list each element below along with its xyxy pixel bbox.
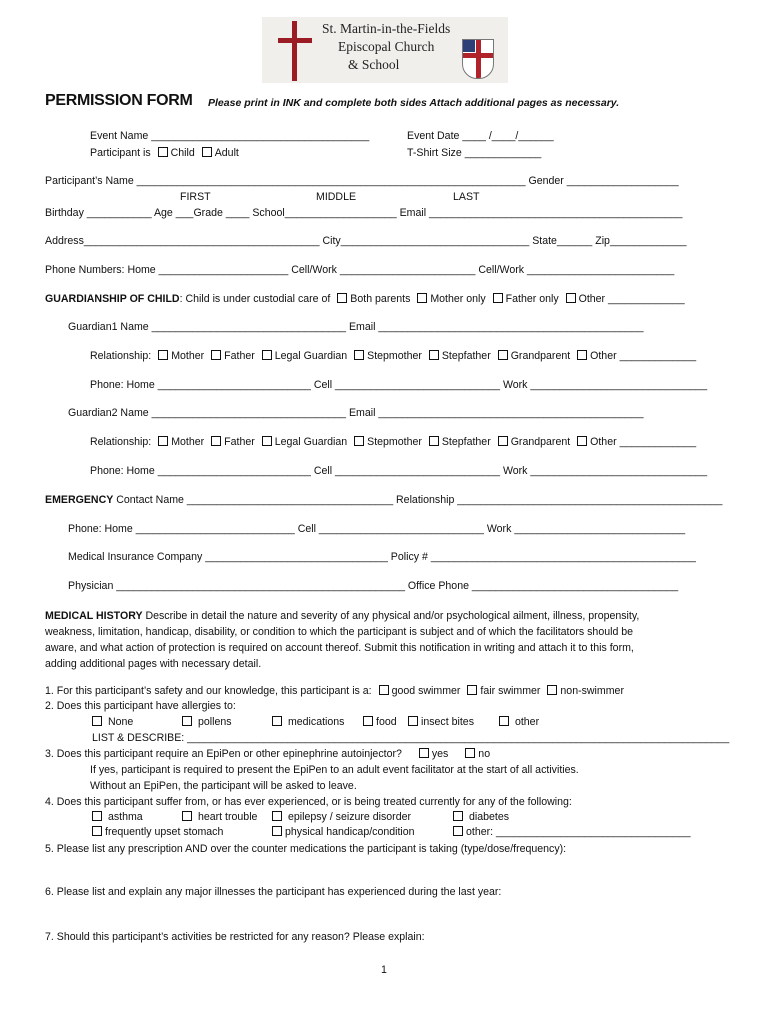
checkbox-physical-handicap xyxy=(272,826,282,836)
address-row[interactable]: Address________________________________________ City________________________________ State______ Zip_____________ xyxy=(45,235,687,247)
checkbox-none xyxy=(92,716,102,726)
condition-diabetes[interactable]: diabetes xyxy=(453,811,509,823)
question-5: 5. Please list any prescription AND over the counter medications the participant is taking (type/dose/frequency): xyxy=(45,843,567,855)
checkbox-other-relationship[interactable] xyxy=(577,436,587,446)
checkbox-mother[interactable] xyxy=(158,350,168,360)
question-7: 7. Should this participant’s activities be restricted for any reason? Please explain: xyxy=(45,931,425,943)
checkbox-upset-stomach xyxy=(92,826,102,836)
participant-name-field[interactable]: Participant’s Name __________________________________________________________________ Gender ___________________ xyxy=(45,175,679,187)
guardian2-relationship-row: Relationship: Mother Father Legal Guardian Stepmother Stepfather Grandparent Other _____________ xyxy=(90,436,697,448)
condition-physical-handicap[interactable]: physical handicap/condition xyxy=(272,826,415,838)
guardian1-relationship-row: Relationship: Mother Father Legal Guardian Stepmother Stepfather Grandparent Other _____________ xyxy=(90,350,697,362)
emergency-contact-row[interactable]: EMERGENCY Contact Name ___________________________________ Relationship _____________________________________________ xyxy=(45,494,723,506)
checkbox-asthma xyxy=(92,811,102,821)
condition-heart-trouble[interactable]: heart trouble xyxy=(182,811,257,823)
logo-line-2: Episcopal Church xyxy=(338,39,435,54)
physician-row[interactable]: Physician _________________________________________________ Office Phone ___________________________________ xyxy=(68,580,679,592)
tshirt-size-field[interactable]: T-Shirt Size _____________ xyxy=(407,147,542,159)
checkbox-father[interactable] xyxy=(211,436,221,446)
participant-is-label: Participant is xyxy=(90,147,151,159)
birthday-row[interactable]: Birthday ___________ Age ___Grade ____ School___________________ Email ___________________________________________ xyxy=(45,207,683,219)
guardianship-row: GUARDIANSHIP OF CHILD: Child is under custodial care of Both parents Mother only Father only Other _____________ xyxy=(45,293,685,305)
medical-history-paragraph: MEDICAL HISTORY Describe in detail the nature and severity of any physical and/or psychological ailment, illness, propensity, weakness, limitation, handicap, disability, or condition to which the participant is subject and of which the facilitators should be aware, and what action of protection is required on account thereof. Submit this notification in writing and attach it to this form, adding additional pages with necessary detail. xyxy=(45,610,640,670)
question-2: 2. Does this participant have allergies to: xyxy=(45,700,236,712)
logo-line-3: & School xyxy=(348,57,400,72)
church-logo xyxy=(262,17,508,83)
child-label: Child xyxy=(170,147,195,159)
event-name-field[interactable]: Event Name _____________________________________ xyxy=(90,130,370,142)
guardian2-phone-row[interactable]: Phone: Home __________________________ Cell ____________________________ Work ______________________________ xyxy=(90,465,708,477)
checkbox-child[interactable] xyxy=(158,147,168,157)
checkbox-grandparent[interactable] xyxy=(498,350,508,360)
checkbox-good-swimmer[interactable] xyxy=(379,685,389,695)
condition-upset-stomach[interactable]: frequently upset stomach xyxy=(92,826,223,838)
guardian1-name-field[interactable]: Guardian1 Name _________________________________ Email _____________________________________________ xyxy=(68,321,644,333)
checkbox-both-parents[interactable] xyxy=(337,293,347,303)
checkbox-medications xyxy=(272,716,282,726)
checkbox-stepmother[interactable] xyxy=(354,436,364,446)
checkbox-heart-trouble xyxy=(182,811,192,821)
insurance-row[interactable]: Medical Insurance Company _______________________________ Policy # _____________________________________________ xyxy=(68,551,696,563)
page-number: 1 xyxy=(381,964,387,976)
condition-other[interactable]: other: _________________________________ xyxy=(453,826,690,838)
page-subtitle: Please print in INK and complete both sides Attach additional pages as necessary. xyxy=(208,97,620,109)
question-3: 3. Does this participant require an EpiPen or other epinephrine autoinjector? yes no xyxy=(45,748,491,760)
last-label: LAST xyxy=(453,191,480,203)
checkbox-no[interactable] xyxy=(465,748,475,758)
allergy-medications[interactable]: medications xyxy=(272,716,344,728)
checkbox-mother[interactable] xyxy=(158,436,168,446)
checkbox-other xyxy=(499,716,509,726)
event-date-field[interactable]: Event Date ____ /____/______ xyxy=(407,130,554,142)
middle-label: MIDDLE xyxy=(316,191,357,203)
condition-asthma[interactable]: asthma xyxy=(92,811,143,823)
checkbox-stepfather[interactable] xyxy=(429,350,439,360)
checkbox-insect-bites xyxy=(408,716,418,726)
checkbox-food xyxy=(363,716,373,726)
medical-history-label: MEDICAL HISTORY xyxy=(45,610,143,622)
allergy-none[interactable]: None xyxy=(92,716,133,728)
checkbox-legal-guardian[interactable] xyxy=(262,350,272,360)
allergy-other[interactable]: other xyxy=(499,716,539,728)
logo-line-1: St. Martin-in-the-Fields xyxy=(322,21,451,36)
epipen-note-2: Without an EpiPen, the participant will be asked to leave. xyxy=(90,780,357,792)
question-1: 1. For this participant’s safety and our knowledge, this participant is a: good swimmer fair swimmer non-swimmer xyxy=(45,685,624,697)
allergy-insect-bites[interactable]: insect bites xyxy=(408,716,474,728)
checkbox-fair-swimmer[interactable] xyxy=(467,685,477,695)
episcopal-shield-icon xyxy=(462,39,494,79)
phone-numbers-row[interactable]: Phone Numbers: Home ______________________ Cell/Work _______________________ Cell/Work _________________________ xyxy=(45,264,675,276)
checkbox-legal-guardian[interactable] xyxy=(262,436,272,446)
checkbox-stepmother[interactable] xyxy=(354,350,364,360)
allergy-food[interactable]: food xyxy=(363,716,397,728)
question-4: 4. Does this participant suffer from, or has ever experienced, or is being treated currently for any of the following: xyxy=(45,796,572,808)
checkbox-non-swimmer[interactable] xyxy=(547,685,557,695)
list-describe-field[interactable]: LIST & DESCRIBE: ____________________________________________________________________________________________ xyxy=(92,732,730,744)
emergency-label: EMERGENCY xyxy=(45,494,114,506)
checkbox-other-custody[interactable] xyxy=(566,293,576,303)
checkbox-pollens xyxy=(182,716,192,726)
guardianship-label: GUARDIANSHIP OF CHILD xyxy=(45,293,180,305)
page-title: PERMISSION FORM xyxy=(45,92,193,109)
guardian2-name-field[interactable]: Guardian2 Name _________________________________ Email _____________________________________________ xyxy=(68,407,644,419)
checkbox-adult[interactable] xyxy=(202,147,212,157)
guardian1-phone-row[interactable]: Phone: Home __________________________ Cell ____________________________ Work ______________________________ xyxy=(90,379,708,391)
checkbox-mother-only[interactable] xyxy=(417,293,427,303)
checkbox-condition-other xyxy=(453,826,463,836)
checkbox-father[interactable] xyxy=(211,350,221,360)
checkbox-stepfather[interactable] xyxy=(429,436,439,446)
question-6: 6. Please list and explain any major illnesses the participant has experienced during the last year: xyxy=(45,886,502,898)
checkbox-father-only[interactable] xyxy=(493,293,503,303)
participant-type-row xyxy=(90,147,239,159)
checkbox-grandparent[interactable] xyxy=(498,436,508,446)
allergy-pollens[interactable]: pollens xyxy=(182,716,232,728)
checkbox-other-relationship[interactable] xyxy=(577,350,587,360)
epipen-note-1: If yes, participant is required to present the EpiPen to an adult event facilitator at the start of all activities. xyxy=(90,764,579,776)
first-label: FIRST xyxy=(180,191,211,203)
adult-label: Adult xyxy=(214,147,239,159)
checkbox-diabetes xyxy=(453,811,463,821)
checkbox-yes[interactable] xyxy=(419,748,429,758)
condition-epilepsy[interactable]: epilepsy / seizure disorder xyxy=(272,811,411,823)
cross-icon xyxy=(292,21,297,81)
emergency-phone-row[interactable]: Phone: Home ___________________________ Cell ____________________________ Work _____________________________ xyxy=(68,523,686,535)
checkbox-epilepsy xyxy=(272,811,282,821)
